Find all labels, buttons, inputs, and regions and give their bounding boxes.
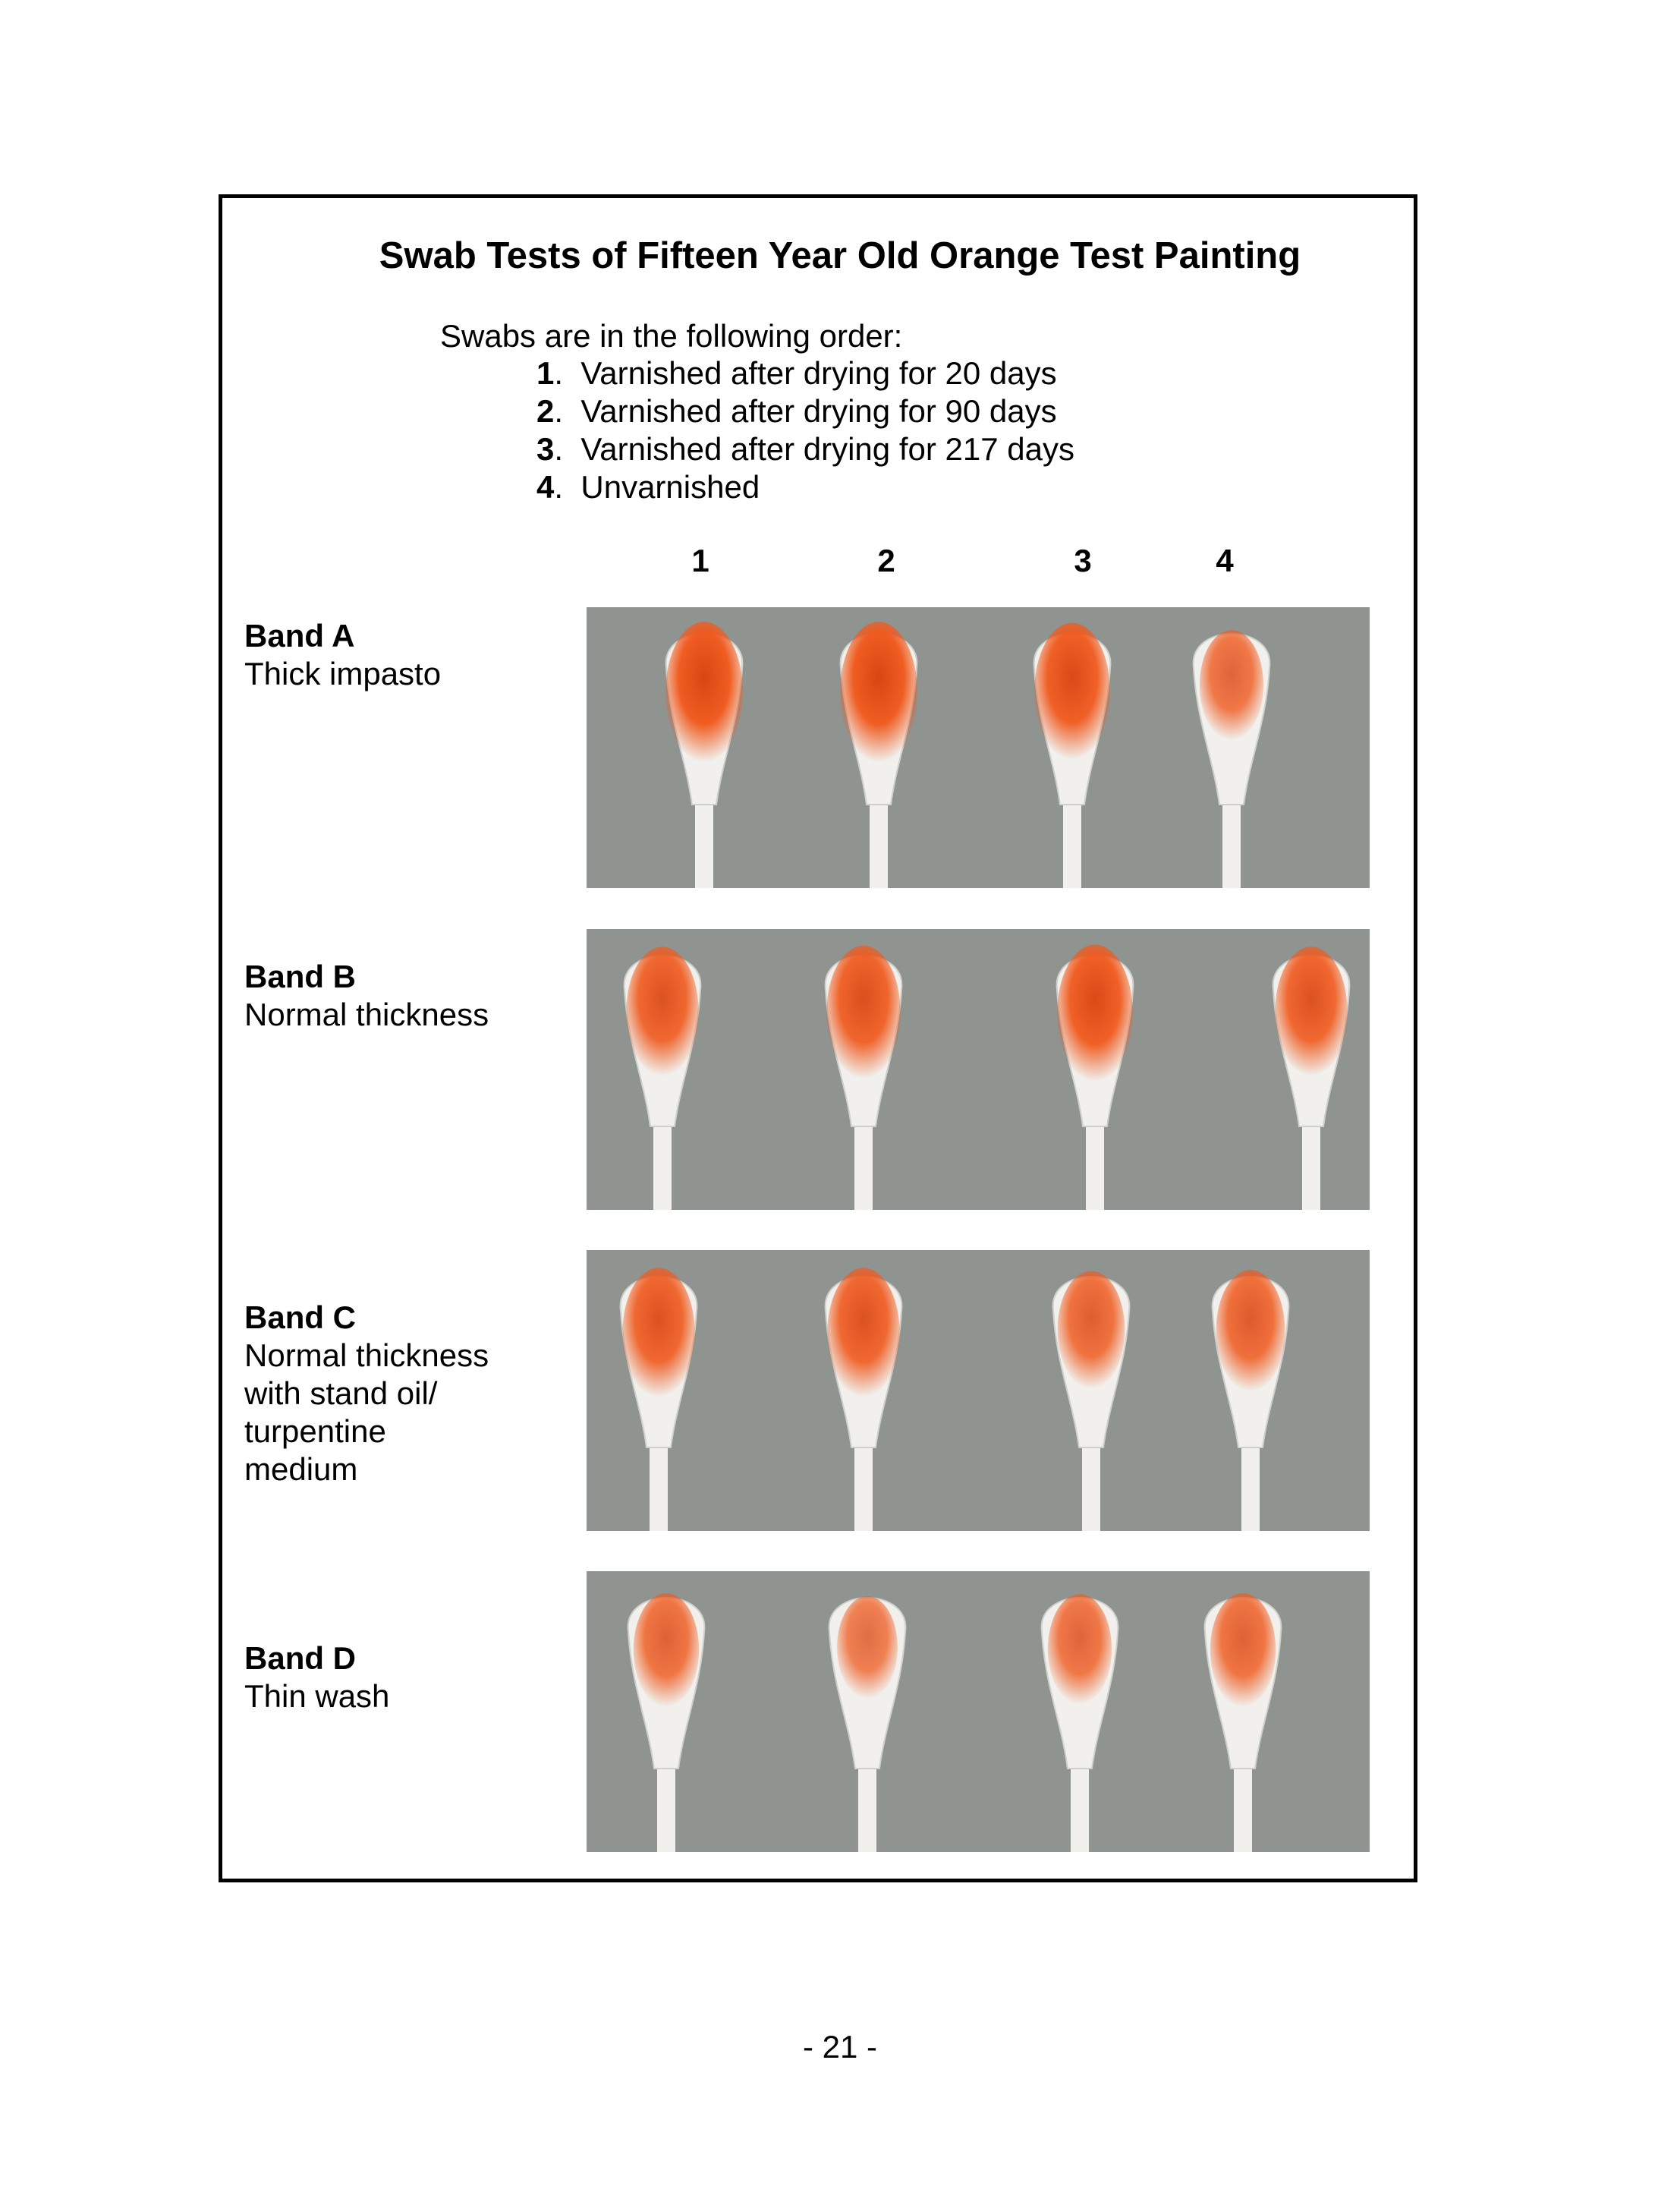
order-item-3: 3. Varnished after drying for 217 days (536, 431, 1074, 467)
band-b-swab-photo (587, 929, 1370, 1210)
paint-stain (827, 1268, 899, 1397)
paint-stain (665, 622, 743, 762)
column-number-1: 1 (691, 543, 709, 578)
order-text: Varnished after drying for 217 days (580, 431, 1074, 467)
band-a-label (244, 617, 441, 693)
paint-stain (826, 946, 900, 1079)
band-b-label (244, 958, 489, 1034)
band-name: Band B (244, 959, 356, 994)
band-description: Normal thickness with stand oil/ turpentine medium (244, 1337, 489, 1487)
paint-stain (634, 1593, 699, 1707)
order-item-2: 2. Varnished after drying for 90 days (536, 393, 1057, 429)
band-description: Thin wash (244, 1678, 390, 1714)
band-description: Normal thickness (244, 997, 489, 1032)
paint-stain (622, 1268, 694, 1397)
paint-stain (840, 622, 917, 762)
paint-stain (1034, 623, 1110, 760)
band-a-swab-photo (587, 607, 1370, 888)
order-item-1: 1. Varnished after drying for 20 days (536, 355, 1057, 391)
order-number: 2 (536, 393, 555, 429)
band-d-swab-photo (587, 1571, 1370, 1852)
order-item-4: 4. Unvarnished (536, 469, 760, 505)
paint-stain (1216, 1270, 1285, 1391)
order-text: Varnished after drying for 20 days (580, 355, 1057, 391)
paint-stain (1048, 1594, 1112, 1704)
paint-stain (1058, 1271, 1125, 1388)
band-description: Thick impasto (244, 656, 442, 691)
band-c-swab-photo (587, 1250, 1370, 1531)
paint-stain (1200, 630, 1263, 740)
order-number: 1 (536, 355, 555, 391)
paint-stain (1275, 947, 1347, 1076)
order-list (536, 354, 1074, 506)
column-number-2: 2 (877, 543, 895, 578)
page-title: Swab Tests of Fifteen Year Old Orange Test Painting (379, 235, 1301, 276)
band-d-label (244, 1640, 389, 1715)
intro-text: Swabs are in the following order: (440, 318, 903, 354)
column-number-3: 3 (1074, 543, 1092, 578)
order-text: Unvarnished (580, 469, 760, 505)
order-number: 4 (536, 469, 555, 505)
column-number-4: 4 (1216, 543, 1234, 578)
order-number: 3 (536, 431, 555, 467)
paint-stain (1210, 1593, 1276, 1707)
page-number: - 21 - (802, 2029, 878, 2065)
band-name: Band D (244, 1640, 356, 1676)
paint-stain (1057, 945, 1133, 1082)
band-name: Band A (244, 618, 355, 654)
paint-stain (626, 947, 698, 1076)
photo-background (587, 929, 1370, 1210)
order-text: Varnished after drying for 90 days (580, 393, 1057, 429)
paint-stain (837, 1596, 898, 1699)
band-name: Band C (244, 1299, 356, 1335)
band-c-label (244, 1299, 489, 1488)
